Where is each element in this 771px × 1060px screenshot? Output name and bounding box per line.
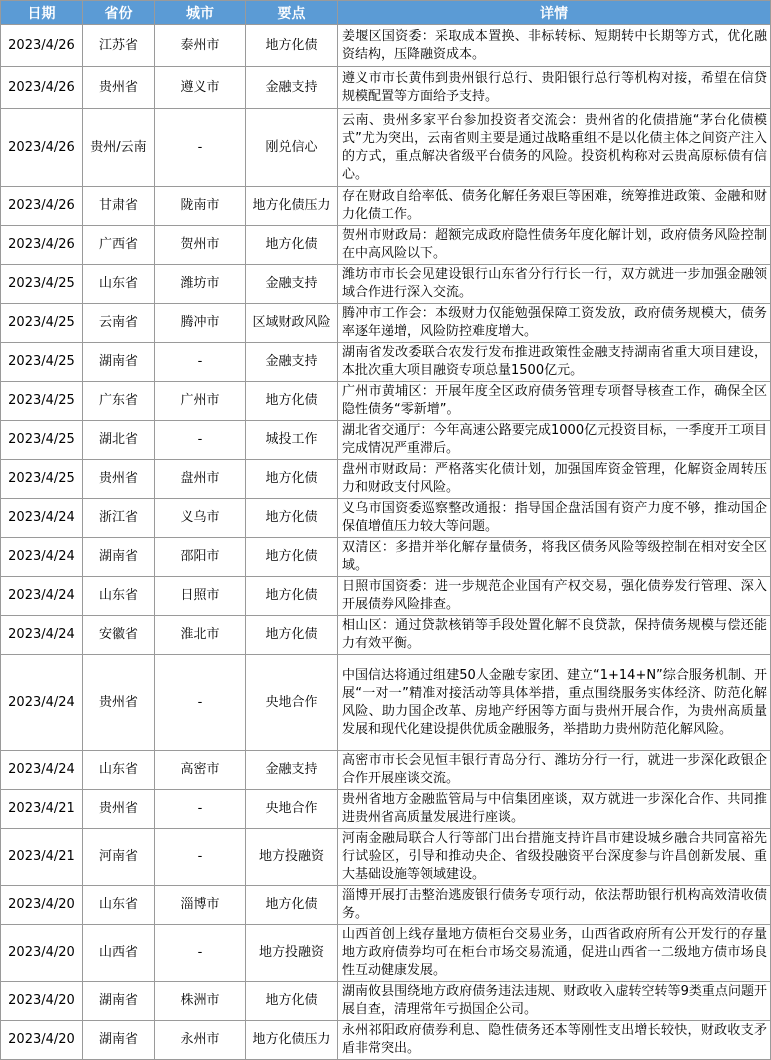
cell-city: 义乌市 [155,499,246,538]
cell-key-point: 地方化债压力 [246,1021,338,1060]
cell-province: 湖南省 [83,538,155,577]
cell-key-point: 央地合作 [246,655,338,751]
header-city: 城市 [155,1,246,25]
cell-city: 腾冲市 [155,304,246,343]
cell-detail: 淄博开展打击整治逃废银行债务专项行动，依法帮助银行机构高效清收债务。 [338,886,771,925]
cell-province: 湖南省 [83,1021,155,1060]
cell-detail: 永州祁阳政府债券利息、隐性债务还本等刚性支出增长较快，财政收支矛盾非常突出。 [338,1021,771,1060]
cell-detail: 日照市国资委：进一步规范企业国有产权交易，强化债券发行管理、深入开展债券风险排查。 [338,577,771,616]
table-row [1,886,771,925]
table-header-row [1,1,771,25]
cell-detail: 山西首创上线存量地方债柜台交易业务，山西省政府所有公开发行的存量地方政府债券均可在柜台市场交易流通，促进山西省一二级地方债市场良性互动健康发展。 [338,925,771,982]
cell-province: 湖南省 [83,343,155,382]
cell-date: 2023/4/20 [1,1021,83,1060]
cell-date: 2023/4/26 [1,109,83,187]
cell-city: - [155,655,246,751]
cell-key-point: 刚兑信心 [246,109,338,187]
cell-detail: 相山区：通过贷款核销等手段处置化解不良贷款，保持债务规模与偿还能力有效平衡。 [338,616,771,655]
table-row [1,25,771,67]
table-row [1,187,771,226]
cell-province: 安徽省 [83,616,155,655]
cell-date: 2023/4/21 [1,790,83,829]
cell-city: 广州市 [155,382,246,421]
table-row [1,616,771,655]
table-row [1,304,771,343]
cell-province: 广西省 [83,226,155,265]
cell-detail: 义乌市国资委巡察整改通报：指导国企盘活国有资产力度不够，推动国企保值增值压力较大等问题。 [338,499,771,538]
cell-province: 江苏省 [83,25,155,67]
cell-date: 2023/4/24 [1,538,83,577]
cell-date: 2023/4/25 [1,382,83,421]
cell-key-point: 地方化债压力 [246,187,338,226]
cell-detail: 潍坊市市长会见建设银行山东省分行行长一行，双方就进一步加强金融领域合作进行深入交流。 [338,265,771,304]
cell-province: 贵州省 [83,67,155,109]
cell-detail: 盘州市财政局：严格落实化债计划，加强国库资金管理，化解资金周转压力和财政支付风险。 [338,460,771,499]
cell-province: 贵州省 [83,655,155,751]
cell-key-point: 央地合作 [246,790,338,829]
cell-province: 贵州/云南 [83,109,155,187]
cell-date: 2023/4/25 [1,304,83,343]
header-key-point: 要点 [246,1,338,25]
cell-key-point: 金融支持 [246,343,338,382]
cell-province: 山西省 [83,925,155,982]
cell-city: 株洲市 [155,982,246,1021]
cell-key-point: 金融支持 [246,751,338,790]
cell-detail: 贵州省地方金融监管局与中信集团座谈，双方就进一步深化合作、共同推进贵州省高质量发展进行座谈。 [338,790,771,829]
header-date: 日期 [1,1,83,25]
table-row [1,226,771,265]
cell-date: 2023/4/20 [1,982,83,1021]
cell-date: 2023/4/25 [1,421,83,460]
cell-detail: 存在财政自给率低、债务化解任务艰巨等困难，统筹推进政策、金融和财力化债工作。 [338,187,771,226]
cell-city: 潍坊市 [155,265,246,304]
cell-key-point: 金融支持 [246,265,338,304]
cell-detail: 贺州市财政局：超额完成政府隐性债务年度化解计划，政府债务风险控制在中高风险以下。 [338,226,771,265]
cell-province: 广东省 [83,382,155,421]
cell-province: 湖北省 [83,421,155,460]
cell-date: 2023/4/24 [1,751,83,790]
cell-detail: 遵义市市长黄伟到贵州银行总行、贵阳银行总行等机构对接，希望在信贷规模配置等方面给予支持。 [338,67,771,109]
cell-date: 2023/4/24 [1,577,83,616]
cell-date: 2023/4/25 [1,460,83,499]
cell-city: - [155,829,246,886]
cell-province: 浙江省 [83,499,155,538]
cell-key-point: 地方化债 [246,577,338,616]
cell-province: 河南省 [83,829,155,886]
cell-date: 2023/4/26 [1,67,83,109]
cell-key-point: 地方化债 [246,460,338,499]
cell-detail: 高密市市长会见恒丰银行青岛分行、潍坊分行一行，就进一步深化政银企合作开展座谈交流。 [338,751,771,790]
cell-date: 2023/4/20 [1,925,83,982]
table-row [1,265,771,304]
cell-detail: 湖南省发改委联合农发行发布推进政策性金融支持湖南省重大项目建设，本批次重大项目融资专项总量1500亿元。 [338,343,771,382]
cell-city: - [155,421,246,460]
cell-key-point: 地方化债 [246,982,338,1021]
cell-key-point: 区域财政风险 [246,304,338,343]
cell-date: 2023/4/20 [1,886,83,925]
table-row [1,982,771,1021]
cell-key-point: 地方化债 [246,382,338,421]
cell-province: 山东省 [83,751,155,790]
table-row [1,829,771,886]
cell-city: - [155,925,246,982]
table-row [1,109,771,187]
cell-key-point: 地方化债 [246,25,338,67]
cell-date: 2023/4/24 [1,616,83,655]
cell-city: - [155,790,246,829]
cell-province: 贵州省 [83,790,155,829]
cell-date: 2023/4/26 [1,187,83,226]
cell-key-point: 地方化债 [246,616,338,655]
cell-city: 淄博市 [155,886,246,925]
cell-province: 湖南省 [83,982,155,1021]
cell-city: 遵义市 [155,67,246,109]
cell-city: 贺州市 [155,226,246,265]
cell-date: 2023/4/24 [1,499,83,538]
table-row [1,343,771,382]
cell-city: 陇南市 [155,187,246,226]
table-row [1,577,771,616]
cell-date: 2023/4/21 [1,829,83,886]
cell-city: 邵阳市 [155,538,246,577]
cell-date: 2023/4/26 [1,25,83,67]
table-row [1,751,771,790]
cell-detail: 云南、贵州多家平台参加投资者交流会：贵州省的化债措施“茅台化债模式”尤为突出，云南省则主要是通过战略重组不是以化债主体之间资产注入的方式，重点解决省级平台债务的风险。投资机构称对云贵高原标债有信心。 [338,109,771,187]
table-row [1,1021,771,1060]
cell-key-point: 地方化债 [246,226,338,265]
cell-city: 盘州市 [155,460,246,499]
cell-detail: 姜堰区国资委：采取成本置换、非标转标、短期转中长期等方式，优化融资结构，压降融资成本。 [338,25,771,67]
cell-province: 贵州省 [83,460,155,499]
cell-date: 2023/4/26 [1,226,83,265]
cell-detail: 广州市黄埔区：开展年度全区政府债务管理专项督导核查工作，确保全区隐性债务“零新增”。 [338,382,771,421]
cell-city: - [155,343,246,382]
cell-key-point: 城投工作 [246,421,338,460]
cell-detail: 湖南攸县围绕地方政府债务违法违规、财政收入虚转空转等9类重点问题开展自查，清理常年亏损国企公司。 [338,982,771,1021]
cell-key-point: 地方化债 [246,538,338,577]
table-row [1,538,771,577]
cell-detail: 中国信达将通过组建50人金融专家团、建立“1+14+N”综合服务机制、开展“一对一”精准对接活动等具体举措，重点围绕服务实体经济、防范化解风险、助力国企改革、房地产纾困等方面与贵州开展合作，为贵州高质量发展和现代化建设提供优质金融服务，举措助力贵州防范化解风险。 [338,655,771,751]
cell-detail: 腾冲市工作会：本级财力仅能勉强保障工资发放，政府债务规模大，债务率逐年递增，风险防控难度增大。 [338,304,771,343]
cell-province: 山东省 [83,577,155,616]
table-row [1,499,771,538]
cell-province: 山东省 [83,265,155,304]
cell-date: 2023/4/24 [1,655,83,751]
cell-date: 2023/4/25 [1,265,83,304]
cell-detail: 双清区：多措并举化解存量债务，将我区债务风险等级控制在相对安全区域。 [338,538,771,577]
table-row [1,67,771,109]
cell-key-point: 金融支持 [246,67,338,109]
cell-city: 永州市 [155,1021,246,1060]
cell-key-point: 地方投融资 [246,925,338,982]
cell-province: 云南省 [83,304,155,343]
header-province: 省份 [83,1,155,25]
table-row [1,460,771,499]
table-row [1,421,771,460]
table-row [1,655,771,751]
cell-city: - [155,109,246,187]
cell-date: 2023/4/25 [1,343,83,382]
cell-province: 甘肃省 [83,187,155,226]
table-row [1,382,771,421]
cell-city: 高密市 [155,751,246,790]
cell-key-point: 地方化债 [246,886,338,925]
header-detail: 详情 [338,1,771,25]
cell-detail: 湖北省交通厅：今年高速公路要完成1000亿元投资目标，一季度开工项目完成情况严重滞后。 [338,421,771,460]
cell-key-point: 地方化债 [246,499,338,538]
cell-city: 泰州市 [155,25,246,67]
cell-key-point: 地方投融资 [246,829,338,886]
table-row [1,925,771,982]
cell-detail: 河南金融局联合人行等部门出台措施支持许昌市建设城乡融合共同富裕先行试验区，引导和推动央企、省级投融资平台深度参与许昌创新发展、重大基础设施等领域建设。 [338,829,771,886]
cell-city: 淮北市 [155,616,246,655]
cell-province: 山东省 [83,886,155,925]
table-body [1,25,771,1060]
cell-city: 日照市 [155,577,246,616]
table-row [1,790,771,829]
